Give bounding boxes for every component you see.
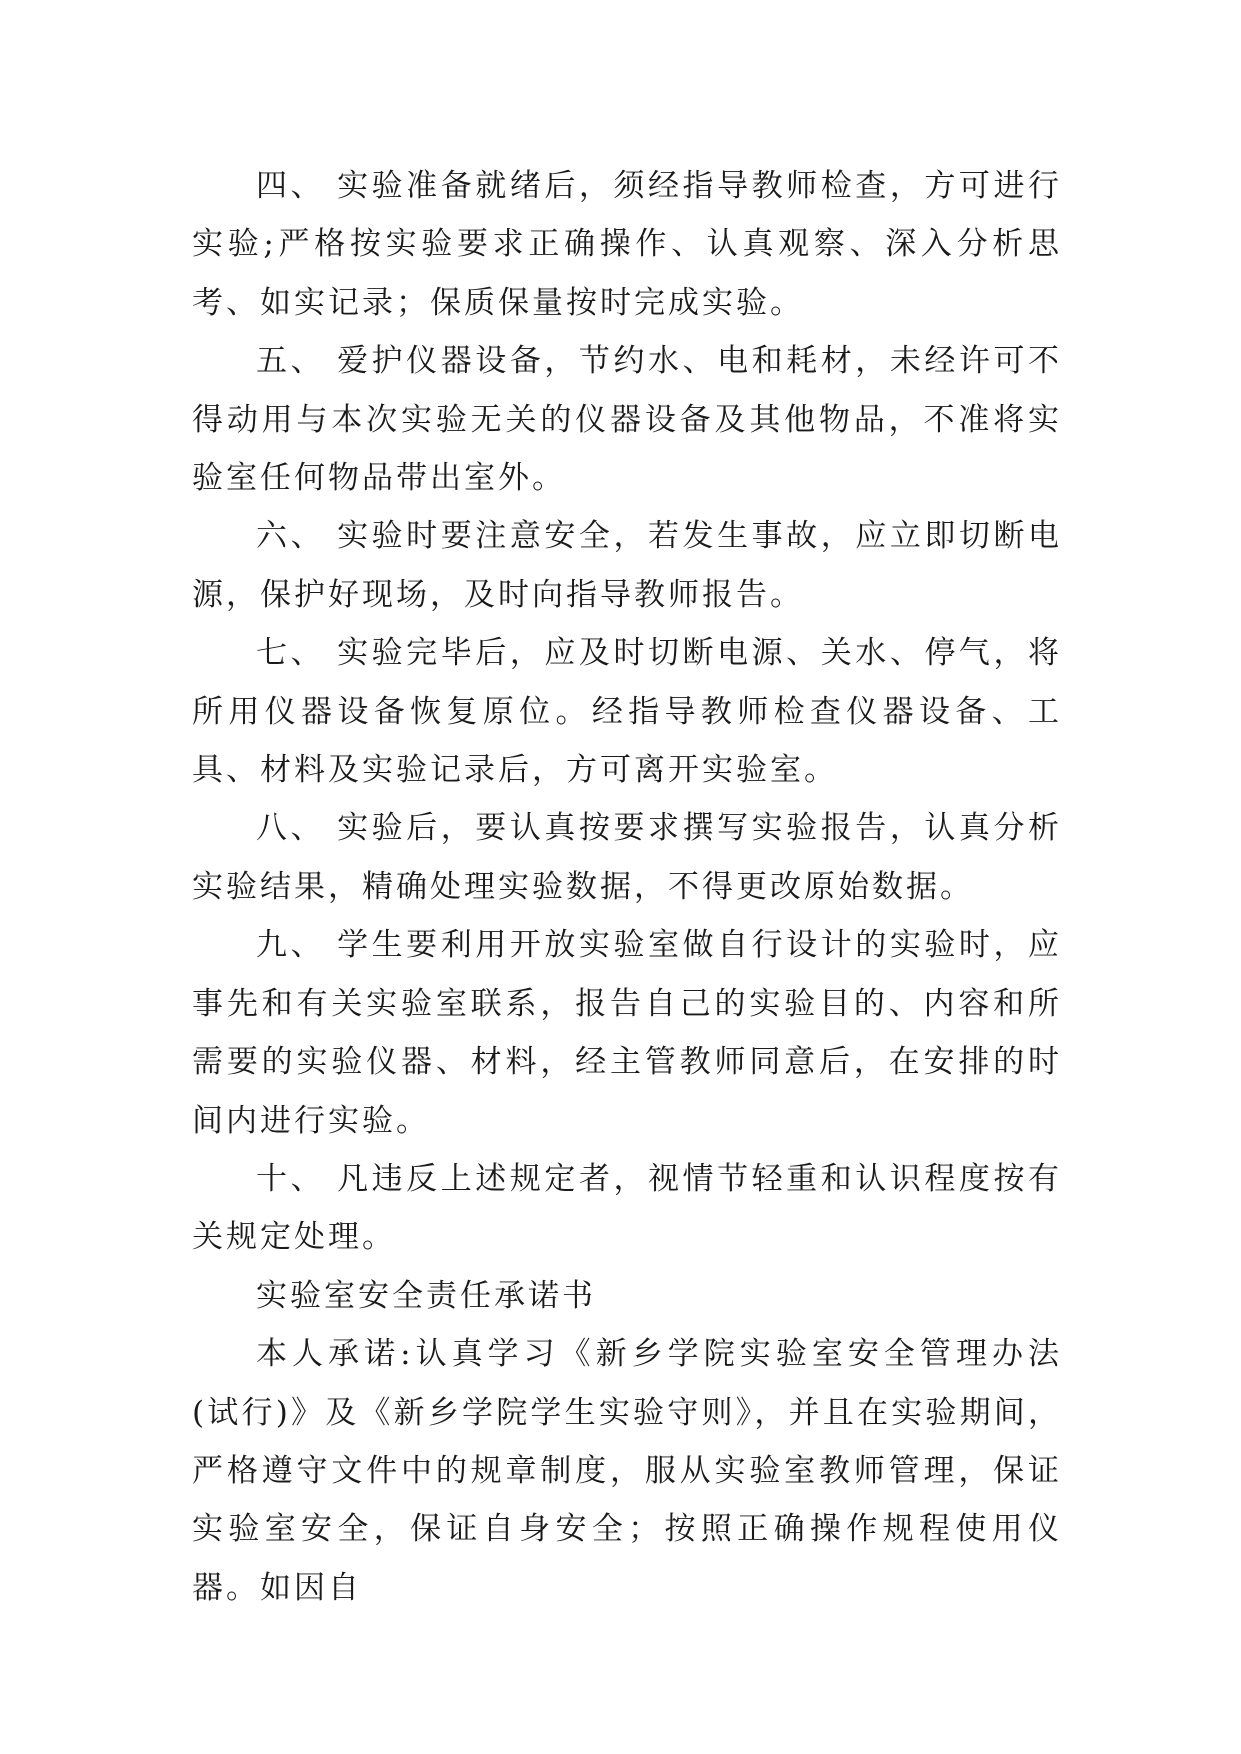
rule-text: 实验准备就绪后，须经指导教师检查，方可进行实验;严格按实验要求正确操作、认真观察、深入分析思考、如实记录；保质保量按时完成实验。	[192, 168, 1063, 321]
rule-number: 十、	[256, 1160, 326, 1197]
rule-number: 五、	[256, 343, 326, 380]
rule-number: 四、	[256, 168, 326, 204]
section-title: 实验室安全责任承诺书	[256, 1277, 596, 1314]
rule-number: 六、	[256, 518, 326, 555]
rule-item-8	[192, 799, 1062, 916]
rule-item-4	[192, 157, 1062, 332]
rule-item-5	[192, 332, 1062, 507]
rule-item-6	[192, 507, 1062, 624]
rule-number: 七、	[256, 635, 326, 672]
rule-text: 实验时要注意安全，若发生事故，应立即切断电源，保护好现场，及时向指导教师报告。	[192, 518, 1063, 613]
document-body	[192, 157, 1062, 1617]
rule-text: 凡违反上述规定者，视情节轻重和认识程度按有关规定处理。	[192, 1160, 1063, 1256]
rule-text: 实验完毕后，应及时切断电源、关水、停气，将所用仪器设备恢复原位。经指导教师检查仪器设备、工具、材料及实验记录后，方可离开实验室。	[192, 635, 1063, 789]
rule-item-9	[192, 916, 1062, 1150]
rule-item-7	[192, 624, 1062, 799]
rule-item-10	[192, 1150, 1062, 1267]
rule-number: 九、	[256, 927, 326, 964]
pledge-paragraph: 本人承诺:认真学习《新乡学院实验室安全管理办法(试行)》及《新乡学院学生实验守则》，并且在实验期间，严格遵守文件中的规章制度，服从实验室教师管理，保证实验室安全，保证自身安全；按照正确操作规程使用仪器。如因自	[192, 1336, 1062, 1606]
rule-text: 实验后，要认真按要求撰写实验报告，认真分析实验结果，精确处理实验数据，不得更改原始数据。	[192, 810, 1063, 905]
rule-text: 学生要利用开放实验室做自行设计的实验时，应事先和有关实验室联系，报告自己的实验目的、内容和所需要的实验仪器、材料，经主管教师同意后，在安排的时间内进行实验。	[192, 927, 1063, 1139]
rule-number: 八、	[256, 810, 326, 847]
rule-text: 爱护仪器设备，节约水、电和耗材，未经许可不得动用与本次实验无关的仪器设备及其他物品，不准将实验室任何物品带出室外。	[192, 343, 1063, 497]
